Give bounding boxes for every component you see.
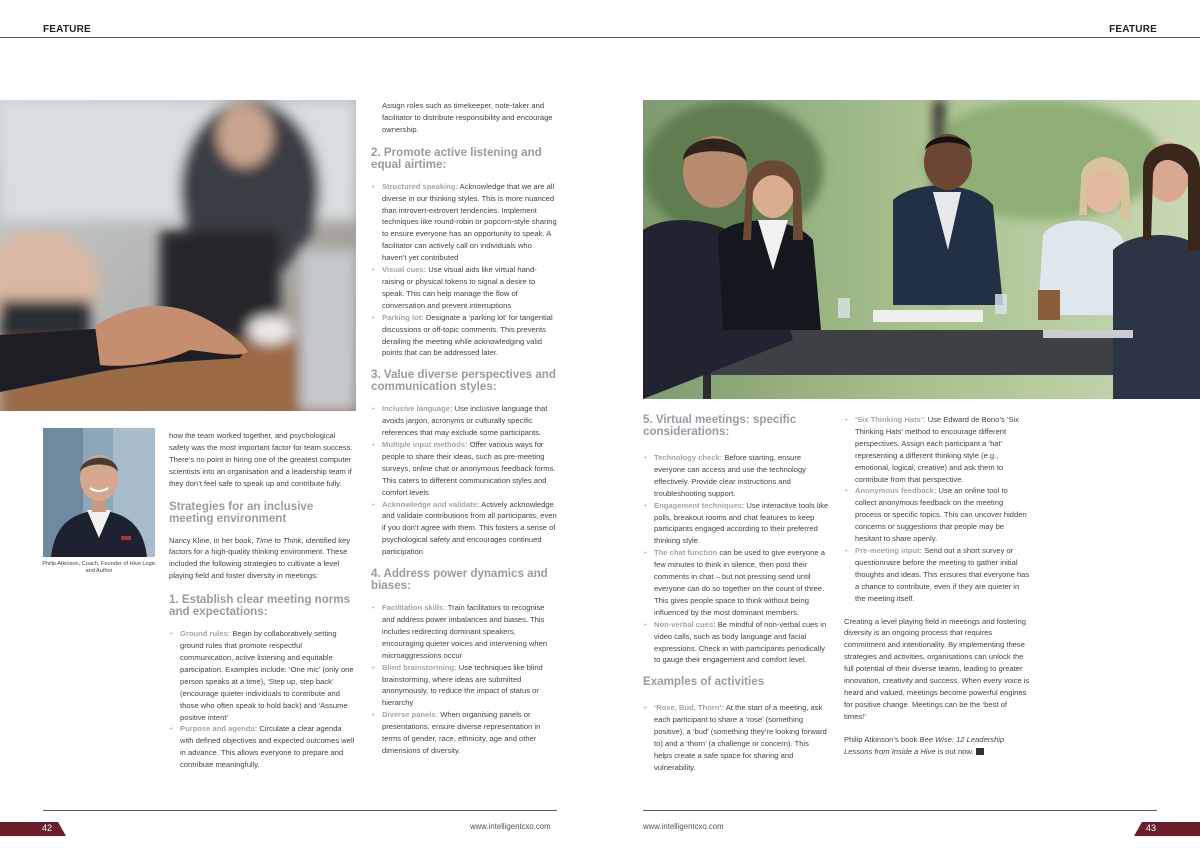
intro-paragraph: how the team worked together, and psychological safety was the most important factor for team success. There’s no point in hiring one of the greatest computer scientists into an organisation and a leadership team if they don’t feel safe to speak up and contribute fully. xyxy=(169,431,353,488)
team-meeting-photo xyxy=(643,100,1200,399)
section-5-heading: 5. Virtual meetings: specific considerations: xyxy=(643,413,797,438)
portrait-caption: Philip Atkinson, Coach, Founder of Hive Logic and Author xyxy=(42,561,156,575)
list-item: • Acknowledge and validate: Actively acknowledge and validate contributions from all participants, even if you don’t agree with them. This fosters a sense of psychological safety and encourages continued participation xyxy=(371,499,557,559)
column-2 xyxy=(371,100,557,757)
end-mark-icon xyxy=(976,748,984,755)
section-5-list xyxy=(643,452,829,666)
list-item: • Diverse panels: When organising panels or presentations, ensure diverse representation in terms of gender, race, ethnicity, age and other dimensions of diversity. xyxy=(371,709,557,757)
bottom-rule-right xyxy=(643,810,1157,811)
section-1-heading: 1. Establish clear meeting norms and expectations: xyxy=(169,593,351,619)
column-4 xyxy=(844,414,1030,768)
section-2-heading: 2. Promote active listening and equal airtime: xyxy=(371,145,542,171)
list-item: • Visual cues: Use visual aids like virtual hand-raising or physical tokens to signal a desire to speak. This can help manage the flow of conversation and prevent interruptions xyxy=(371,264,557,312)
list-item: • Pre-meeting input: Send out a short survey or questionnaire before the meeting to gather initial thoughts and ideas. This ensures that everyone has a chance to contribute, even if they are quieter in the meeting itself. xyxy=(844,545,1030,605)
list-item: • Non-verbal cues: Be mindful of non-verbal cues in video calls, such as body language and facial expressions. Check in with participants periodically to gauge their engagement and comfort level. xyxy=(643,619,829,667)
column-1 xyxy=(169,430,357,771)
kline-paragraph: Nancy Kline, in her book, Time to Think, identified key factors for a high-quality thinking environment. These included the following strategies to cultivate a level playing field and foster diversity in meetings: xyxy=(169,535,351,581)
list-item: • Blind brainstorming: Use techniques like blind brainstorming, where ideas are submitted anonymously, to reduce the impact of status or hierarchy xyxy=(371,662,557,710)
section-label-left: FEATURE xyxy=(43,24,91,35)
section-4-list xyxy=(371,602,557,757)
page-tab-left xyxy=(0,822,66,836)
list-item: • Structured speaking: Acknowledge that we are all diverse in our thinking styles. This is more nuanced than introvert-extrovert tendencies. Implement techniques like round-robin or popcorn-style sharing to ensure everyone has an opportunity to speak. A facilitator can actively call on individuals who haven’t yet contributed xyxy=(371,181,557,264)
section-1-list xyxy=(169,628,357,771)
section-label-right: FEATURE xyxy=(1109,24,1157,35)
section-3-list xyxy=(371,403,557,558)
list-item: • Purpose and agenda: Circulate a clear agenda with defined objectives and expected outcomes well in advance. This allows everyone to prepare and contribute meaningfully. xyxy=(169,723,357,771)
list-item: • Facilitation skills: Train facilitators to recognise and address power imbalances and biases. This includes redirecting dominant speakers, encouraging quieter voices and intervening when microaggressions occur xyxy=(371,602,557,662)
footer-url-right[interactable]: www.intelligentcxo.com xyxy=(643,822,724,831)
list-item: • The chat function can be used to give everyone a few minutes to think in silence, then post their comments in chat – but not pressing send until everyone can do so together on the count of three. This gives people space to think without being influenced by the most dominant members. xyxy=(643,547,829,618)
examples-heading: Examples of activities xyxy=(643,675,765,689)
activities-list xyxy=(844,414,1030,605)
list-item: • ‘Rose, Bud, Thorn’: At the start of a meeting, ask each participant to share a ‘rose’ (something positive), a ‘bud’ (something they’re looking forward to) and a ‘thorn’ (a challenge or concern). This helps create a safe space for sharing and vulnerability. xyxy=(643,702,829,773)
top-rule-right xyxy=(600,37,1200,38)
book-paragraph: Philip Atkinson’s book Bee Wise: 12 Leadership Lessons from Inside a Hive is out now. xyxy=(844,734,1005,756)
roles-paragraph: Assign roles such as timekeeper, note-taker and facilitator to distribute responsibility and encourage ownership. xyxy=(382,101,553,134)
meeting-hero-photo xyxy=(0,100,356,411)
bottom-rule-left xyxy=(43,810,557,811)
page-number-left: 42 xyxy=(42,823,53,833)
list-item: • Inclusive language: Use inclusive language that avoids jargon, acronyms or culturally specific references that may exclude some participants. xyxy=(371,403,557,439)
list-item: • ‘Six Thinking Hats’: Use Edward de Bono’s ‘Six Thinking Hats’ method to encourage different perspectives. Assign each participant a ‘hat’ representing a different thinking style (e.g., emotional, logical, creative) and ask them to contribute from that perspective. xyxy=(844,414,1030,485)
top-rule-left xyxy=(0,37,600,38)
section-3-heading: 3. Value diverse perspectives and communication styles: xyxy=(371,368,556,394)
page-tab-right xyxy=(1134,822,1200,836)
list-item: • Ground rules: Begin by collaboratively setting ground rules that promote respectful communication, active listening and equitable participation. Examples include: ‘One mic’ (only one person speaks at a time), ‘Step up, step back’ (encourage quieter individuals to contribute and those who often speak to hold back) and ‘Assume positive intent’ xyxy=(169,628,357,723)
list-item: • Multiple input methods: Offer various ways for people to share their ideas, such as pre-meeting surveys, online chat or anonymous feedback forms. This caters to different communication styles and comfort levels xyxy=(371,439,557,499)
section-2-list xyxy=(371,181,557,360)
list-item: • Engagement techniques: Use interactive tools like polls, breakout rooms and chat features to keep participants engaged according to their preferred thinking style. xyxy=(643,500,829,548)
author-portrait xyxy=(43,428,155,557)
strategies-heading: Strategies for an inclusive meeting environment xyxy=(169,499,314,525)
list-item: • Technology check: Before starting, ensure everyone can access and use the technology effectively. Provide clear instructions and troubleshooting support. xyxy=(643,452,829,500)
list-item: • Anonymous feedback: Use an online tool to collect anonymous feedback on the meeting process or specific topics. This can uncover hidden concerns or suggestions that people may be hesitant to share openly. xyxy=(844,485,1030,545)
page-number-right: 43 xyxy=(1146,823,1157,833)
examples-list xyxy=(643,702,829,773)
conclusion-paragraph: Creating a level playing field in meetings and fostering diversity is an ongoing process that requires commitment and intentionality. By implementing these strategies and activities, organisations can unlock the full potential of their diverse teams, leading to greater innovation, creativity and success. When every voice is heard and valued, meetings become powerful engines for positive change. Meetings can be the ‘best of times!’ xyxy=(844,616,1030,721)
section-4-heading: 4. Address power dynamics and biases: xyxy=(371,567,548,593)
footer-url-left[interactable]: www.intelligentcxo.com xyxy=(470,822,551,831)
list-item: • Parking lot: Designate a ‘parking lot’ for tangential discussions or off-topic comments. This prevents derailing the meeting while acknowledging valid points that can be addressed later. xyxy=(371,312,557,360)
column-3 xyxy=(643,412,829,774)
